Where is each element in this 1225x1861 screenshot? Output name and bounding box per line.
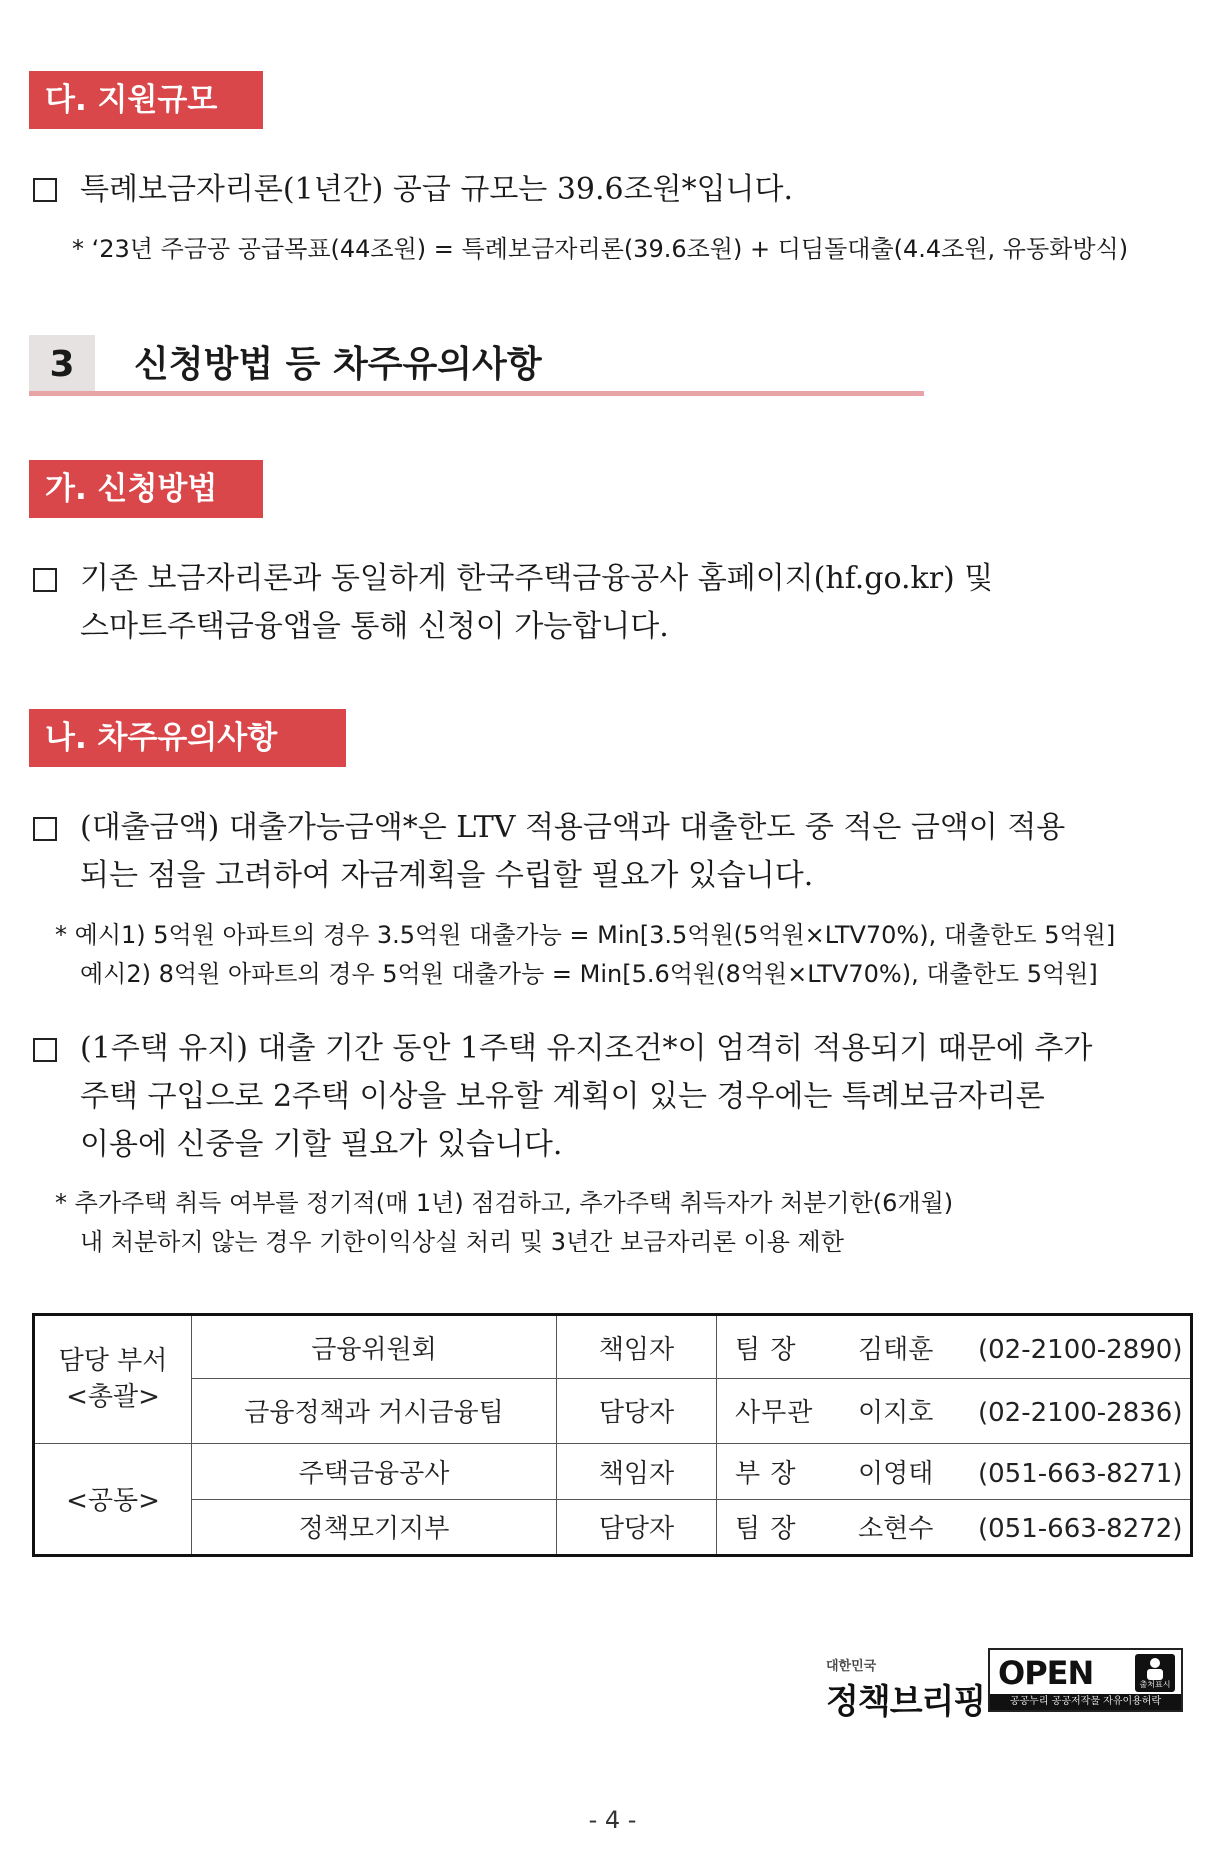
- checkbox-square-icon: [33, 568, 57, 592]
- role-cell: 책임자: [557, 1443, 717, 1499]
- person-name: 이영태: [858, 1458, 934, 1489]
- caution1-note-1: * 예시1) 5억원 아파트의 경우 3.5억원 대출가능 = Min[3.5억원(5억원×LTV70%), 대출한도 5억원]: [55, 921, 1116, 949]
- dept-name: 금융위원회: [192, 1315, 557, 1379]
- support-line: 특례보금자리론(1년간) 공급 규모는 39.6조원*입니다.: [80, 172, 794, 207]
- policy-briefing-logo: [826, 1655, 985, 1723]
- caution1-note-2: 예시2) 8억원 아파트의 경우 5억원 대출가능 = Min[5.6억원(8억원×LTV70%), 대출한도 5억원]: [80, 960, 1098, 988]
- caution1-line-1: (대출금액) 대출가능금액*은 LTV 적용금액과 대출한도 중 적은 금액이 적용: [80, 810, 1066, 845]
- checkbox-square-icon: [33, 1038, 57, 1062]
- role-cell: 책임자: [557, 1315, 717, 1379]
- caution2-line-2: 주택 구입으로 2주택 이상을 보유할 계획이 있는 경우에는 특례보금자리론: [80, 1079, 1045, 1114]
- person-phone: (051-663-8272): [978, 1514, 1183, 1545]
- kogl-open-logo: [988, 1648, 1183, 1712]
- logo-big-text: 정책브리핑: [826, 1682, 986, 1722]
- person-phone: (051-663-8271): [978, 1458, 1183, 1489]
- checkbox-square-icon: [33, 817, 57, 841]
- dept-name: 주택금융공사: [192, 1443, 557, 1499]
- caution1-line-2: 되는 점을 고려하여 자금계획을 수립할 필요가 있습니다.: [80, 858, 814, 893]
- open-strip-text: 공공누리 공공저작물 자유이용허락: [990, 1694, 1181, 1710]
- person-title: 팀 장: [735, 1514, 797, 1545]
- apply-line-2: 스마트주택금융앱을 통해 신청이 가능합니다.: [80, 609, 669, 644]
- person-cell: [717, 1315, 1192, 1379]
- attribution-badge-icon: [1135, 1654, 1175, 1692]
- open-badge-text: 출처표시: [1139, 1680, 1171, 1689]
- support-note: * ‘23년 주금공 공급목표(44조원) = 특례보금자리론(39.6조원) + 디딤돌대출(4.4조원, 유동화방식): [72, 235, 1129, 263]
- caution2-line-3: 이용에 신중을 기할 필요가 있습니다.: [80, 1127, 563, 1162]
- dept-label-main: 담당 부서 <총괄>: [34, 1315, 192, 1444]
- table-row: [34, 1443, 1192, 1499]
- section-title: 신청방법 등 차주유의사항: [134, 344, 542, 385]
- person-title: 사무관: [735, 1398, 814, 1429]
- contact-table: [32, 1313, 1193, 1557]
- table-row: [34, 1379, 1192, 1443]
- table-row: [34, 1315, 1192, 1379]
- table-row: [34, 1499, 1192, 1555]
- caution2-note-2: 내 처분하지 않는 경우 기한이익상실 처리 및 3년간 보금자리론 이용 제한: [80, 1228, 844, 1256]
- person-cell: [717, 1379, 1192, 1443]
- open-word: OPEN: [998, 1654, 1094, 1692]
- logo-small-text: 대한민국: [826, 1659, 877, 1674]
- person-name: 이지호: [858, 1398, 934, 1429]
- caution2-line-1: (1주택 유지) 대출 기간 동안 1주택 유지조건*이 엄격히 적용되기 때문에 추가: [80, 1031, 1093, 1066]
- role-cell: 담당자: [557, 1499, 717, 1555]
- apply-heading: 가. 신청방법: [29, 460, 263, 518]
- person-phone: (02-2100-2890): [978, 1334, 1183, 1365]
- checkbox-square-icon: [33, 178, 57, 202]
- section-number: 3: [29, 335, 95, 395]
- person-cell: [717, 1443, 1192, 1499]
- person-cell: [717, 1499, 1192, 1555]
- dept-name: 정책모기지부: [192, 1499, 557, 1555]
- caution2-note-1: * 추가주택 취득 여부를 정기적(매 1년) 점검하고, 추가주택 취득자가 처분기한(6개월): [55, 1189, 954, 1217]
- page-number: - 4 -: [588, 1806, 637, 1834]
- person-title: 부 장: [735, 1458, 797, 1489]
- cautions-heading: 나. 차주유의사항: [29, 709, 346, 767]
- dept-label-joint: <공동>: [34, 1443, 192, 1555]
- person-name: 소현수: [858, 1514, 934, 1545]
- person-name: 김태훈: [858, 1334, 934, 1365]
- person-phone: (02-2100-2836): [978, 1398, 1183, 1429]
- section-underline: [29, 391, 924, 396]
- dept-name: 금융정책과 거시금융팀: [192, 1379, 557, 1443]
- section-3-bar: [29, 335, 924, 395]
- support-heading: 다. 지원규모: [29, 71, 263, 129]
- role-cell: 담당자: [557, 1379, 717, 1443]
- apply-line-1: 기존 보금자리론과 동일하게 한국주택금융공사 홈페이지(hf.go.kr) 및: [80, 561, 994, 596]
- person-title: 팀 장: [735, 1334, 797, 1365]
